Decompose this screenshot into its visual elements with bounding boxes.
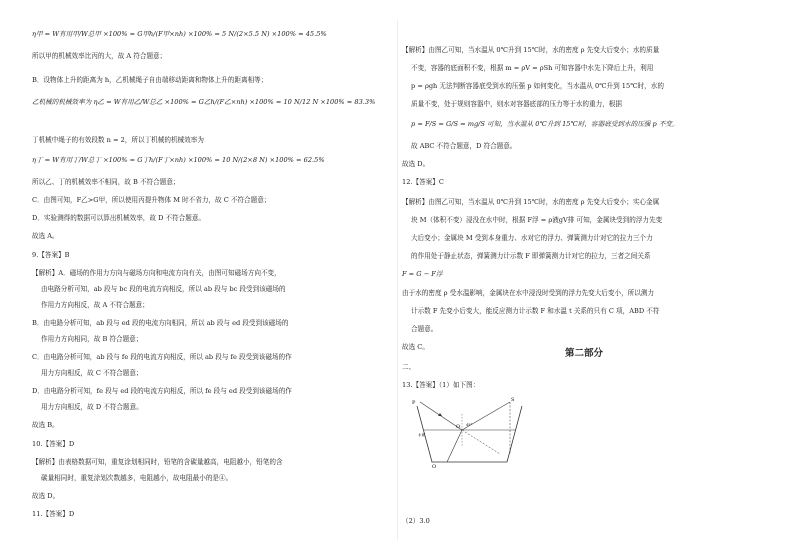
analysis-line: 合题意。 [411,325,438,333]
analysis-line: B．由电路分析可知，ab 段与 ed 段的电流方向相同，所以 ab 段与 ed 段受到该磁场的 [32,319,289,327]
refracted-ray [447,430,462,462]
efficiency-formula-ding: η丁 = W有用丁/W总丁 ×100% = G丁h/(F丁×nh) ×100% = 10 N/(2×8 N) ×100% = 62.5% [32,156,325,164]
label-s: S [511,397,515,403]
column-divider [397,20,398,540]
label-o-bottom: O [432,464,437,469]
efficiency-formula-jia: η甲 = W有用甲/W总甲 ×100% = G甲h/(F甲×nh) ×100% = 5 N/(2×5.5 N) ×100% ≈ 45.5% [32,30,327,38]
analysis-line: D．由电路分析可知，fe 段与 ed 段的电流方向相反，所以 fe 段与 ed 段受到该磁场的作 [32,387,292,395]
text-line: C．由图可知，F乙>G甲，所以使用丙提升物体 M 时不省力，故 C 不符合题意； [32,196,271,204]
force-formula: F = G − F浮 [402,270,443,278]
efficiency-formula-yi: 乙机械的机械效率为 η乙 = W有用乙/W总乙 ×100% = G乙h/(F乙×nh) ×100% = 10 N/12 N ×100% ≈ 83.3% [32,98,376,106]
label-p: P [412,400,416,406]
text-line: D．实验测得的数据可以算出机械效率，故 D 不符合题意。 [32,214,206,222]
analysis-line: 碳量相同时，重复涂划次数越多，电阻越小，故电阻最小的是④。 [41,474,233,482]
section-number: 二、 [402,363,416,371]
analysis-line: 故 ABC 不符合题意，D 符合题意。 [411,142,517,150]
analysis-line: 作用力方向相反，故 A 不符合题意； [41,301,149,309]
text-line: B．设物体上升的距离为 h，乙机械绳子自由端移动距离和物体上升的距离相等； [32,76,268,84]
analysis-line: 的作用处于静止状态，弹簧测力计示数 F 即弹簧测力计对它的拉力，三者之间关系 [411,252,651,260]
analysis-line: C．由电路分析可知，ab 段与 fe 段的电流方向相反，所以 ab 段与 fe 段受到该磁场的作 [32,353,292,361]
part2-title: 第二部分 [564,348,603,359]
analysis-line: 【解析】由表格数据可知，重复涂划相同时，铅笔的含碳量越高，电阻越小，铅笔的含 [32,458,283,466]
text-line: 所以甲的机械效率比丙的大，故 A 符合题意； [32,52,167,60]
answer-q12: 12.【答案】C [402,178,444,186]
answer-q9: 9.【答案】B [32,251,70,259]
conclusion-line: 故选 D。 [402,160,430,168]
answer-q13: 13.【答案】（1）如下图： [402,381,480,389]
text-line: 丁机械中绳子的有效段数 n = 2，所以丁机械的机械效率为 [32,136,204,144]
answer-q10: 10.【答案】D [32,440,75,448]
answer-q13-part2: （2）3.0 [402,517,430,525]
analysis-line: 用力方向相反，故 C 不符合题意； [41,369,143,377]
virtual-image-line [462,430,500,454]
analysis-line: 由电路分析可知，ab 段与 bc 段的电流方向相反，所以 ab 段与 bc 段受到该磁场的 [41,285,286,293]
light-path-diagram [412,394,542,469]
conclusion-line: 故选 C。 [402,343,429,351]
analysis-line: 用力方向相反，故 D 不符合题意。 [41,403,143,411]
analysis-line: 质量不变，处于规则容器中，则水对容器底部的压力等于水的重力，根据 [411,100,622,108]
conclusion-line: 故选 D。 [32,492,60,500]
analysis-line: 【解析】由图乙可知，当水温从 0℃升到 15℃时，水的密度 ρ 先变大后变小；实心金属 [402,198,660,206]
conclusion-line: 故选 A。 [32,232,59,240]
text-line: 所以乙、丁的机械效率不相同，故 B 不符合题意； [32,178,180,186]
label-o: O [456,424,461,430]
analysis-line: 块 M（体积不变）浸没在水中时，根据 F浮 = ρ液gV排 可知，金属块受到的浮力先变 [411,216,663,224]
pressure-formula: p = F/S = G/S = mg/S 可知，当水温从 0℃升到 15℃时，容器底受到水的压强 p 不变。 [411,120,679,128]
conclusion-line: 故选 B。 [32,421,59,429]
label-water-surface: 水面 [418,433,426,437]
analysis-line: 【解析】A．磁场的作用力方向与磁场方向和电流方向有关，由图可知磁场方向不变， [32,269,281,277]
analysis-line: 【解析】由图乙可知，当水温从 0℃升到 15℃时，水的密度 ρ 先变大后变小；水的质量 [402,46,660,54]
analysis-line: p = ρgh 无法判断容器底受到水的压强 p 如何变化，当水温从 0℃升到 15℃时，水的 [411,82,664,90]
container-outline [417,406,522,462]
analysis-line: 由于水的密度 ρ 受水温影响，金属块在水中浸没时受到的浮力先变大后变小，所以测力 [402,289,655,297]
analysis-line: 不变，容器的底面积不变，根据 m = ρV = ρSh 可知容器中水先下降后上升，利用 [411,64,654,72]
analysis-line: 大后变小；金属块 M 受到本身重力、水对它的浮力、弹簧测力计对它的拉力三个力 [411,234,653,242]
analysis-line: 作用力方向相同，故 B 符合题意； [41,335,143,343]
analysis-line: 计示数 F 先变小后变大，能反应测力计示数 F 和水温 t 关系的只有 C 项，ABD 不符 [411,307,660,315]
answer-q11: 11.【答案】D [32,510,75,518]
label-angle: 45° [466,423,473,427]
